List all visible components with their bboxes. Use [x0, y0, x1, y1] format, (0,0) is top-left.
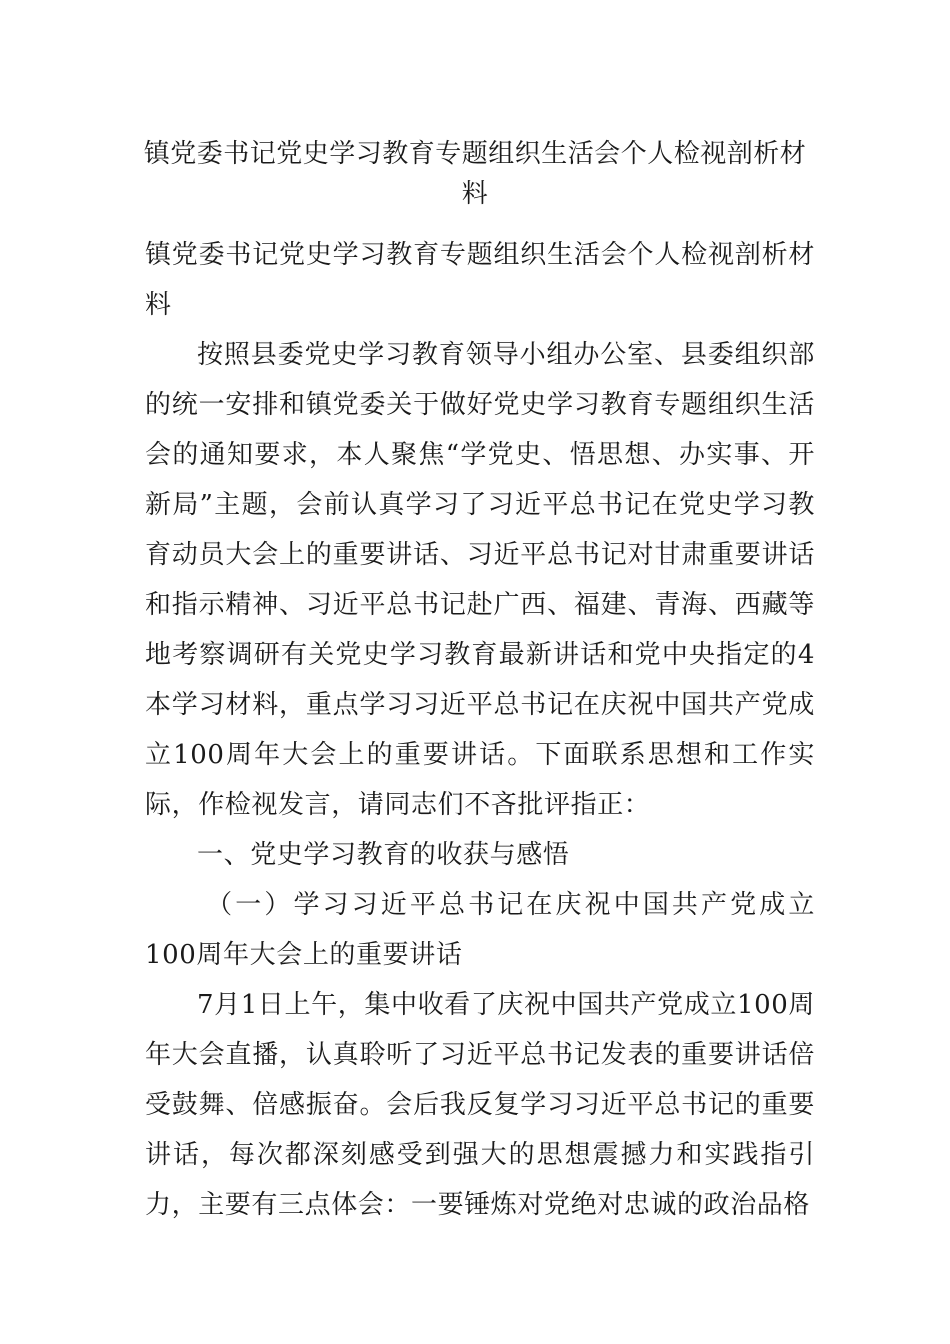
body-paragraph-2: 7月1日上午，集中收看了庆祝中国共产党成立100周年大会直播，认真聆听了习近平总书记发表的重要讲话倍受鼓舞、倍感振奋。会后我反复学习习近平总书记的重要讲话，每次都深刻感受到强大的思想震撼力和实践指引力，主要有三点体会：一要锤炼对党绝对忠诚的政治品格 — [145, 990, 815, 1220]
subsection-heading-1: （一）学习习近平总书记在庆祝中国共产党成立100周年大会上的重要讲话 — [145, 890, 815, 970]
document-title: 镇党委书记党史学习教育专题组织生活会个人检视剖析材料 — [143, 139, 807, 209]
section-heading-1: 一、党史学习教育的收获与感悟 — [197, 840, 570, 870]
document-body — [145, 230, 815, 1230]
document-subtitle: 镇党委书记党史学习教育专题组织生活会个人检视剖析材料 — [145, 240, 815, 320]
body-paragraph-intro: 按照县委党史学习教育领导小组办公室、县委组织部的统一安排和镇党委关于做好党史学习教育专题组织生活会的通知要求，本人聚焦“学党史、悟思想、办实事、开新局”主题，会前认真学习了习近平总书记在党史学习教育动员大会上的重要讲话、习近平总书记对甘肃重要讲话和指示精神、习近平总书记赴广西、福建、青海、西藏等地考察调研有关党史学习教育最新讲话和党中央指定的4本学习材料，重点学习习近平总书记在庆祝中国共产党成立100周年大会上的重要讲话。下面联系思想和工作实际，作检视发言，请同志们不吝批评指正： — [145, 340, 815, 820]
